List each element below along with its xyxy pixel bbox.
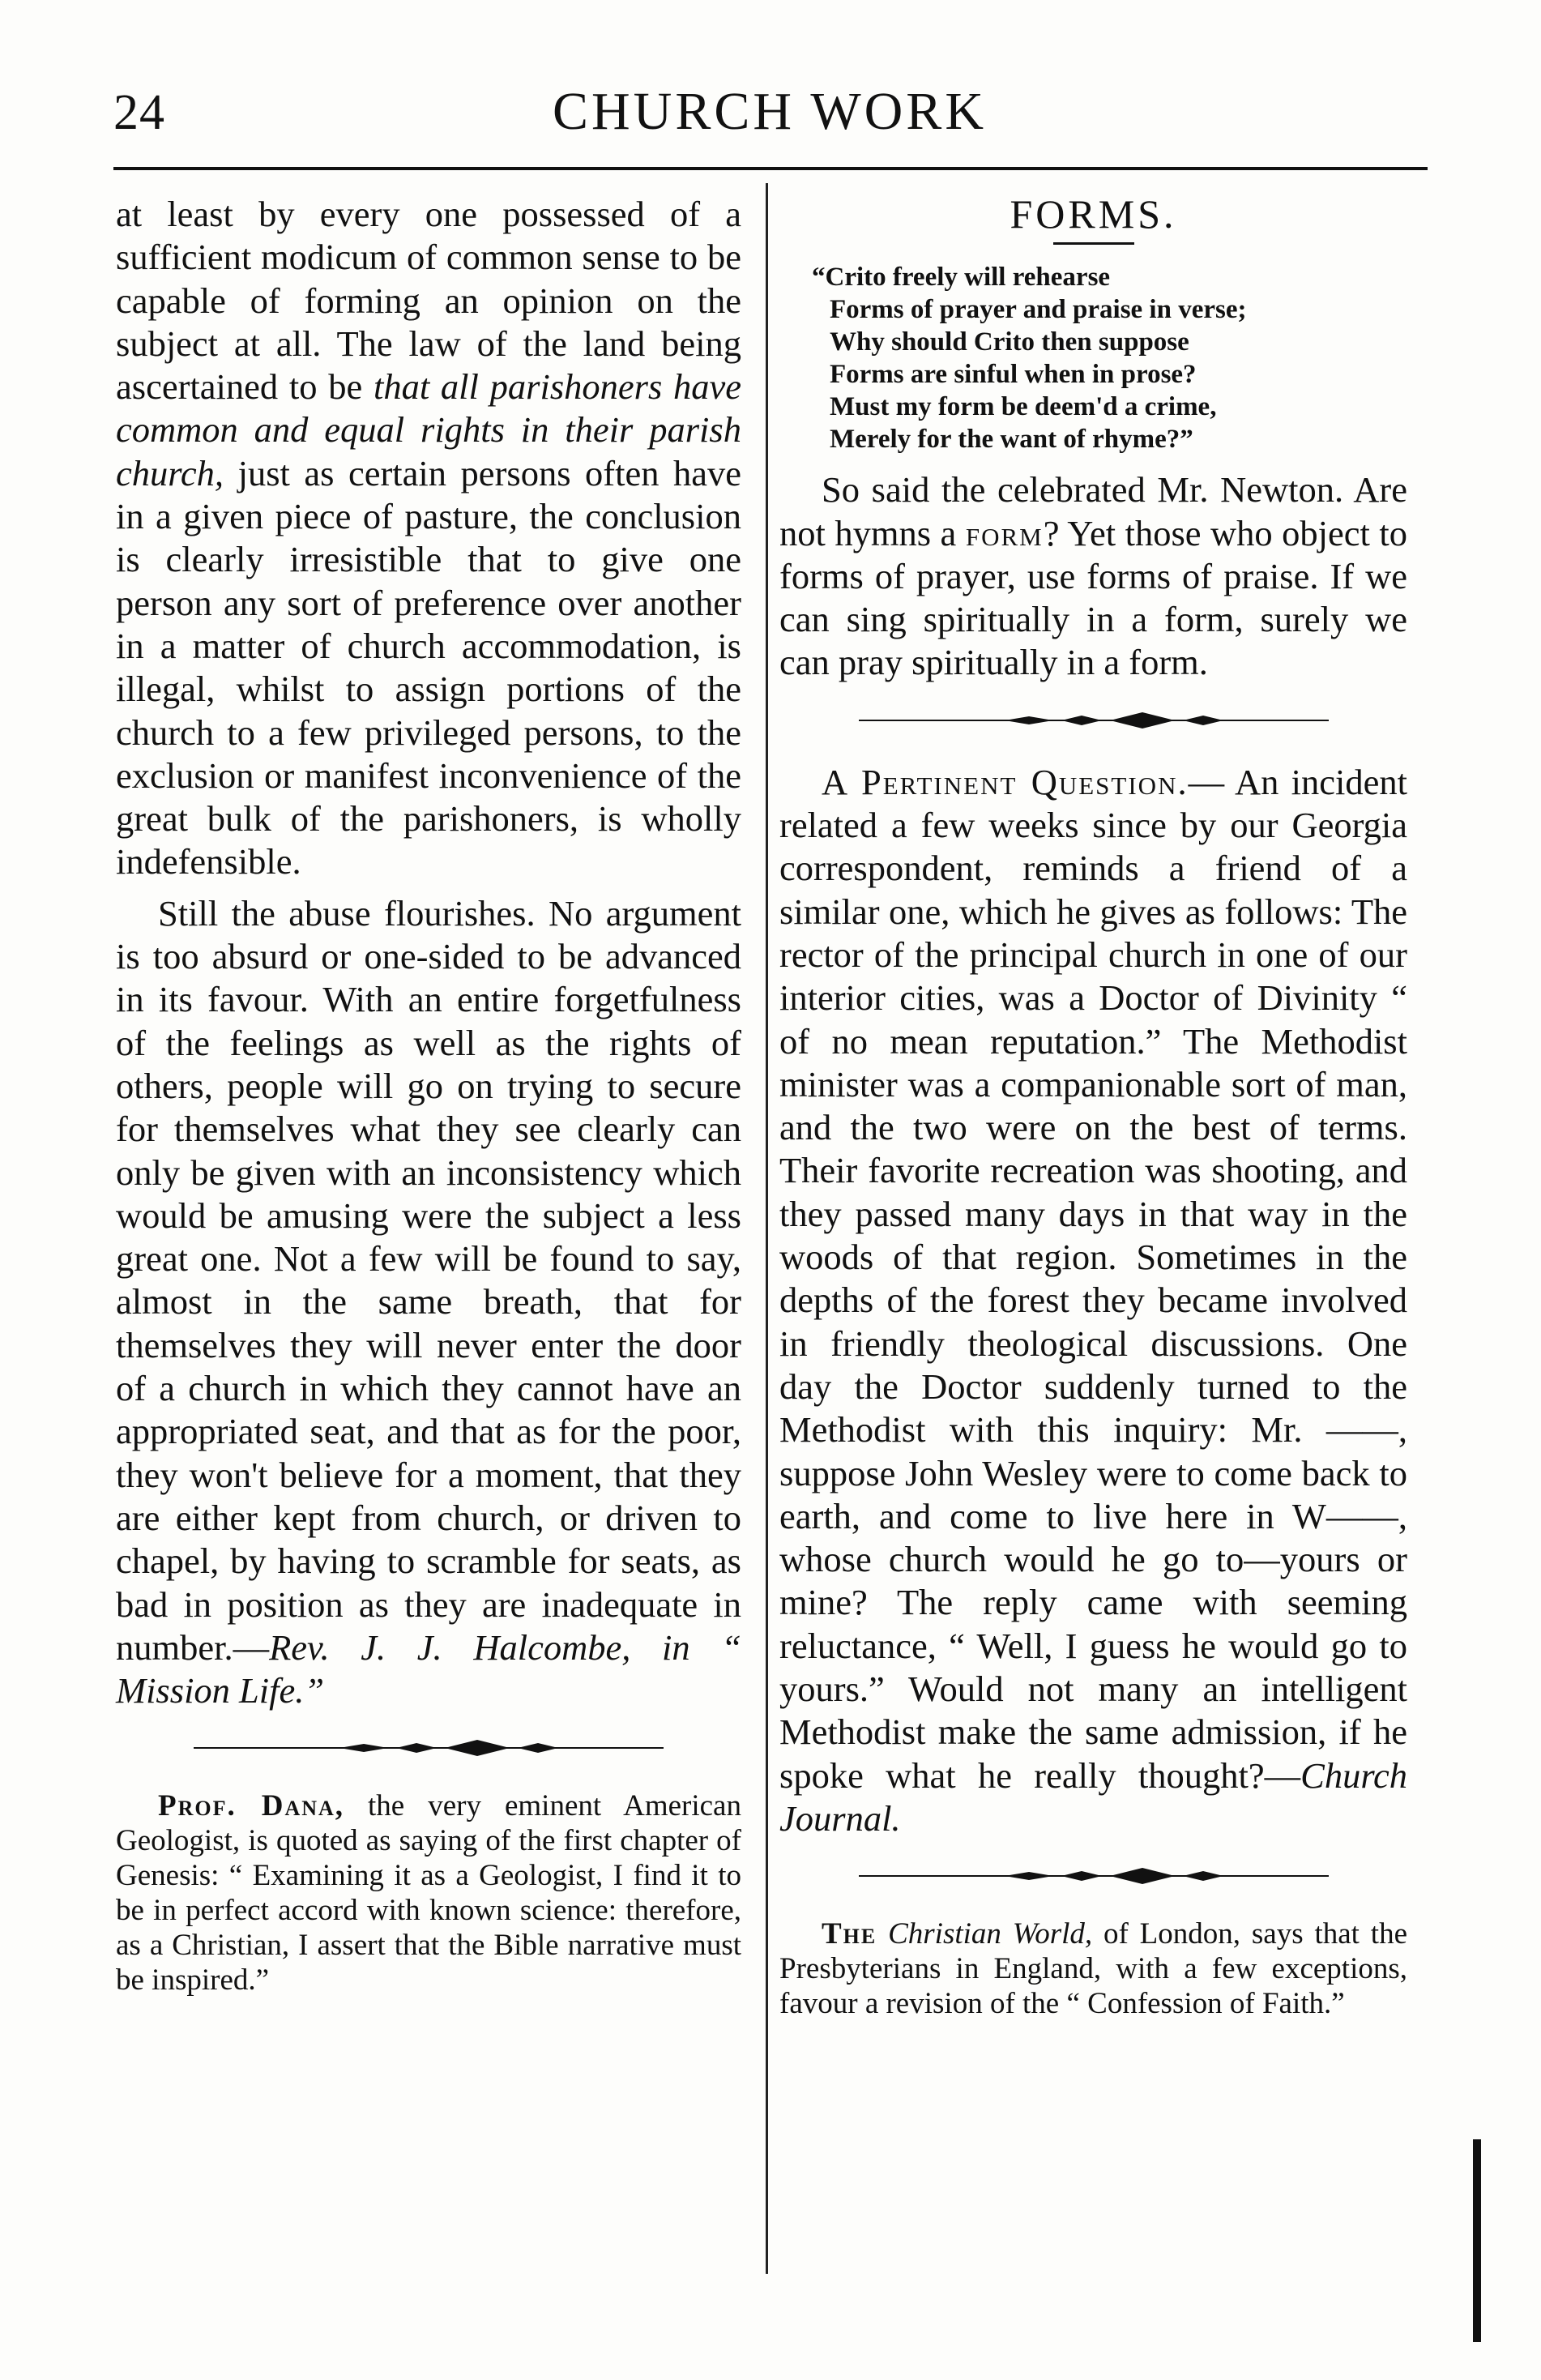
right-column [779, 193, 1407, 2029]
margin-edge-mark [1473, 2139, 1481, 2342]
poem-line: Forms are sinful when in prose? [830, 360, 1197, 390]
poem-line: Forms of prayer and praise in verse; [830, 295, 1247, 325]
paragraph-text: — An incident related a few weeks since by our Georgia correspondent, reminds a friend of a similar one, which he gives as follows: The rector of the principal church in one of our interior cities, was a Doctor of Divinity “ of no mean reputation.” The Methodist minister was a companionable sort of man, and the two were on the best of terms. Their favorite recreation was shooting, and they passed many days in that way in the woods of that region. Sometimes in the depths of the forest they became involved in friendly theological discussions. One day the Doctor suddenly turned to the Methodist with this inquiry: Mr. ——, suppose John Wesley were to come back to earth, and come to live here in W——, whose church would he go to—yours or mine? The reply came with seeming reluctance, “ Well, I guess he would go to yours.” Would not many an intelligent Methodist make the same admission, if he spoke what he really thought?— [779, 761, 1408, 1796]
paragraph-text: the very eminent American Geologist, is quoted as saying of the first chapter of Genesis: “ Examining it as a Geologist, I find it to be in perfect accord with known science: therefore, as a Christian, I assert that the Bible narrative must be inspired.” [116, 1789, 741, 1998]
form-word: form [965, 512, 1044, 553]
christian-world-paragraph [779, 1916, 1407, 2021]
attribution: Rev. J. J. Halcombe, in “ Mission Life.” [116, 1626, 741, 1711]
paragraph-text: just as certain persons often have in a given piece of pasture, the conclusion is clearly irresistible that to give one person any sort of preference over another in a matter of church accommodation, is illegal, whilst to assign portions of the church to a few privileged persons, to the exclusion or manifest inconvenience of the great bulk of the parishoners, is wholly indefensible. [116, 452, 741, 882]
heading-rule [1053, 242, 1134, 245]
seat-article-paragraph-1 [116, 193, 741, 884]
attribution: Church Journal. [779, 1754, 1407, 1839]
header-rule [113, 167, 1428, 170]
poem-line: Must my form be deem'd a crime, [830, 392, 1217, 422]
forms-paragraph [779, 468, 1407, 684]
forms-heading: FORMS. [1010, 191, 1177, 237]
poem-line: Why should Crito then suppose [830, 327, 1189, 357]
paragraph-text: ? Yet those who object to forms of prayer, use forms of praise. If we can sing spiritually in a form, surely we can pray spiritually in a form. [779, 512, 1408, 683]
poem-line: Merely for the want of rhyme?” [830, 425, 1193, 455]
section-ornament [843, 704, 1345, 737]
world-lead: The [822, 1917, 877, 1951]
paragraph-text: So said the celebrated Mr. Newton. Are not hymns a [779, 469, 1407, 553]
poem [812, 261, 1407, 455]
paragraph-text: at least by every one possessed of a sufficient modicum of common sense to be capable of forming an opinion on the subject at all. The law of the land being ascertained to be [116, 194, 741, 408]
section-ornament [843, 1860, 1345, 1892]
publication-title: Christian World, [888, 1917, 1093, 1951]
pertinent-question-paragraph [779, 761, 1407, 1840]
italic-emphasis: that all parishoners have common and equal rights in their parish church, [116, 366, 742, 494]
page-header [113, 78, 1426, 151]
poem-line: “Crito freely will rehearse [812, 263, 1111, 293]
column-divider [766, 183, 768, 2274]
question-heading: A Pertinent Question. [822, 761, 1189, 802]
dana-lead: Prof. Dana, [158, 1789, 345, 1823]
running-title: CHURCH WORK [552, 82, 987, 141]
paragraph-text: of London, says that the Presbyterians in England, with a few exceptions, favour a revision of the “ Confession of Faith.” [779, 1917, 1408, 2021]
dana-paragraph [116, 1788, 741, 1998]
section-ornament [177, 1732, 680, 1764]
page-number: 24 [113, 85, 165, 140]
seat-article-paragraph-2 [116, 892, 741, 1713]
left-column [116, 193, 741, 2006]
paragraph-text: Still the abuse flourishes. No argument is too absurd or one-sided to be advanced in its favour. With an entire forgetfulness of the feelings as well as the rights of others, people will go on trying to secure for themselves what they see clearly can only be given with an inconsistency which would be amusing were the subject a less great one. Not a few will be found to say, almost in the same breath, that for themselves they will never enter the door of a church in which they cannot have an appropriated seat, and that as for the poor, they won't believe for a moment, that they are either kept from church, or driven to chapel, by having to scramble for seats, as bad in position as they are inadequate in number.— [116, 892, 741, 1668]
